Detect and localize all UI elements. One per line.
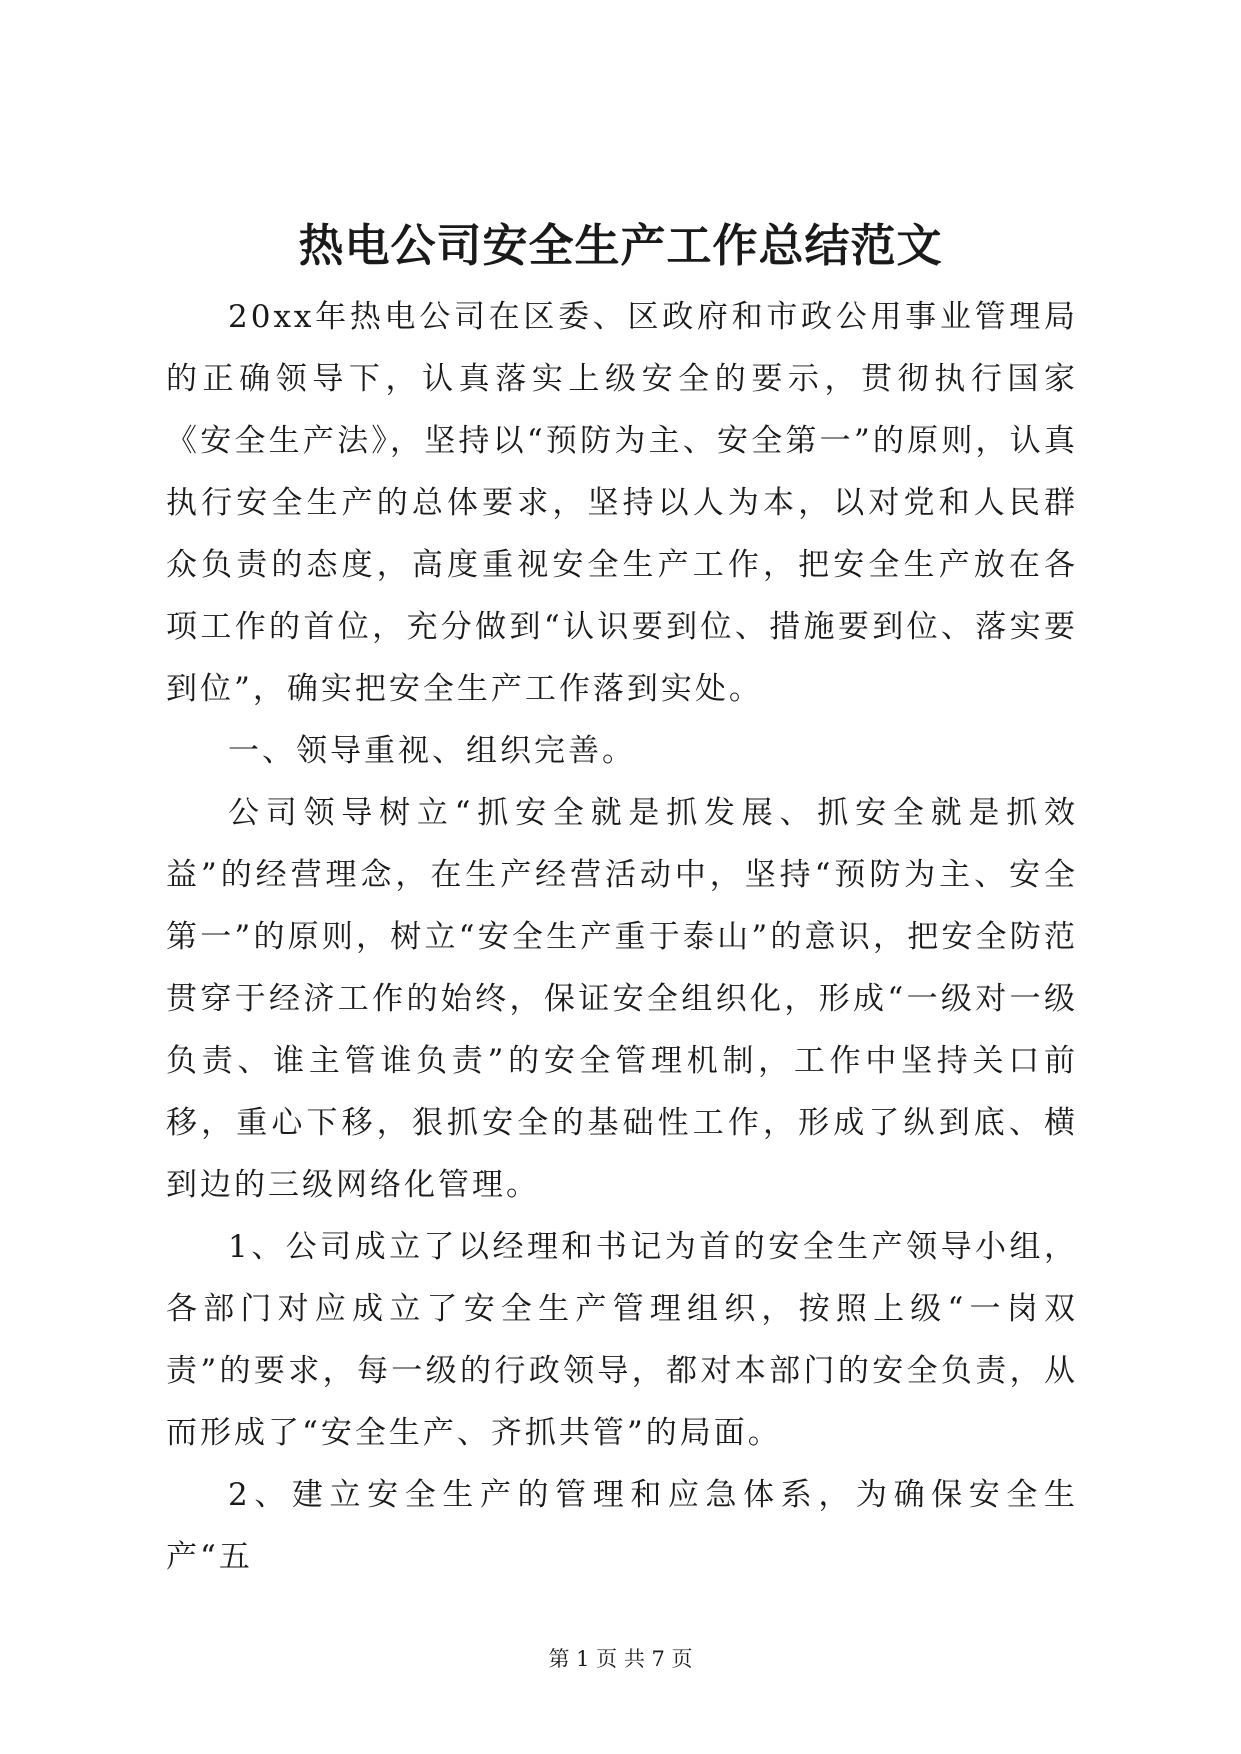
- paragraph-item-1: 1、公司成立了以经理和书记为首的安全生产领导小组，各部门对应成立了安全生产管理组织，按照上级“一岗双责”的要求，每一级的行政领导，都对本部门的安全负责，从而形成了“安全生产、齐抓共管”的局面。: [166, 1229, 1078, 1451]
- paragraph-leadership: 公司领导树立“抓安全就是抓发展、抓安全就是抓效益”的经营理念，在生产经营活动中，坚持“预防为主、安全第一”的原则，树立“安全生产重于泰山”的意识，把安全防范贯穿于经济工作的始终，保证安全组织化，形成“一级对一级负责、谁主管谁负责”的安全管理机制，工作中坚持关口前移，重心下移，狠抓安全的基础性工作，形成了纵到底、横到边的三级网络化管理。: [166, 795, 1078, 1203]
- document-title: 热电公司安全生产工作总结范文: [298, 219, 943, 272]
- paragraph-intro: 20xx年热电公司在区委、区政府和市政公用事业管理局的正确领导下，认真落实上级安全的要示，贯彻执行国家《安全生产法》，坚持以“预防为主、安全第一”的原则，认真执行安全生产的总体要求，坚持以人为本，以对党和人民群众负责的态度，高度重视安全生产工作，把安全生产放在各项工作的首位，充分做到“认识要到位、措施要到位、落实要到位”，确实把安全生产工作落到实处。: [166, 299, 1078, 707]
- section-heading-leadership: 一、领导重视、组织完善。: [228, 733, 636, 769]
- paragraph-item-2: 2、建立安全生产的管理和应急体系，为确保安全生产“五: [166, 1477, 1078, 1575]
- page-number-footer: 第 1 页 共 7 页: [548, 1647, 693, 1671]
- document-body: [166, 286, 1078, 1588]
